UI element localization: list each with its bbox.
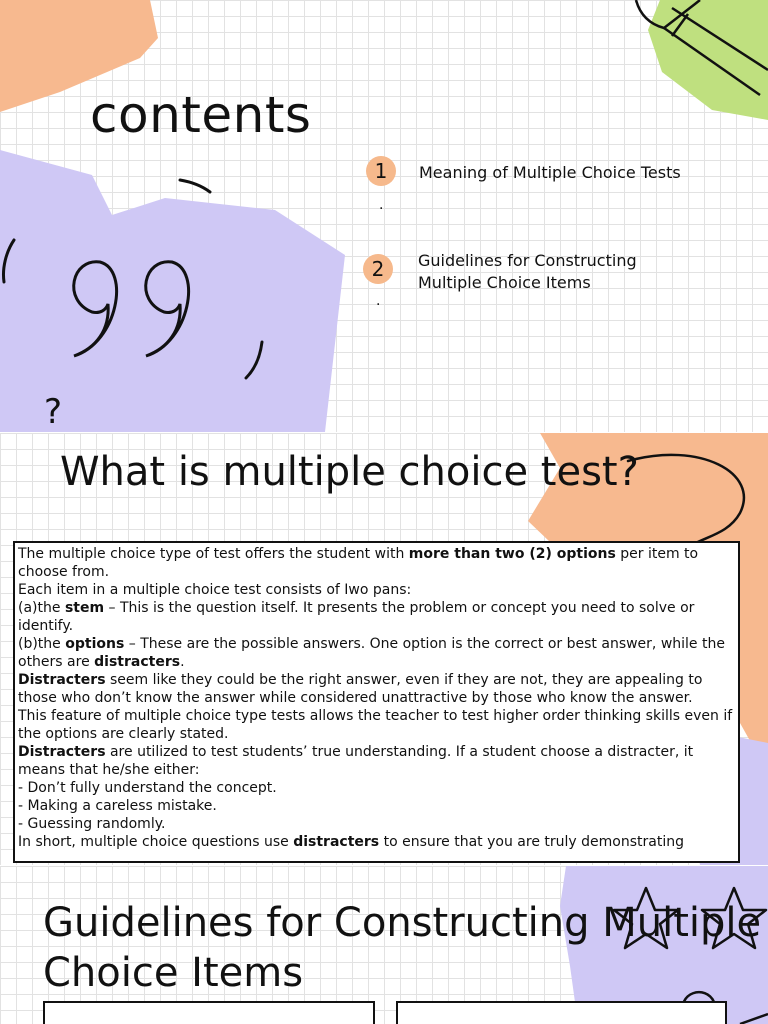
guidelines-title: Guidelines for Constructing Multiple Choice Items: [43, 900, 762, 996]
toc-item-2-text: Guidelines for Constructing Multiple Choice Items: [418, 251, 637, 292]
para-7: Distracters are utilized to test students’ true understanding. If a student choose a distracter, it means that he/she either:: [18, 744, 694, 778]
guideline-box-right: [396, 1001, 727, 1024]
toc-number-2-badge: 2: [363, 254, 393, 284]
bullet-item: - Don’t fully understand the concept.: [18, 780, 277, 796]
guideline-box-left: [43, 1001, 375, 1024]
slide1-decorations: [0, 0, 768, 432]
toc-number-1-badge: 1: [366, 156, 396, 186]
para-4: (b)the options – These are the possible answers. One option is the correct or best answer, while the others are distracters.: [18, 636, 725, 670]
slide-what-is-mct: [0, 433, 768, 865]
contents-title: contents: [90, 86, 312, 144]
para-2: Each item in a multiple choice test consists of Iwo pans:: [18, 582, 412, 598]
what-is-mct-title: What is multiple choice test?: [60, 449, 639, 495]
para-6: This feature of multiple choice type tests allows the teacher to test higher order thinking skills even if the options are clearly stated.: [18, 708, 733, 742]
mct-explanation-box: [13, 541, 740, 863]
bullet-item: - Making a careless mistake.: [18, 798, 217, 814]
toc-dot-2: .: [376, 293, 381, 309]
toc-item-1-text: Meaning of Multiple Choice Tests: [419, 163, 681, 182]
slide-guidelines: [0, 866, 768, 1024]
slide-contents: [0, 0, 768, 432]
question-mark-glyph: ?: [44, 392, 63, 432]
toc-dot-1: .: [379, 197, 384, 213]
lavender-blob-shape: [0, 150, 345, 432]
para-8: In short, multiple choice questions use distracters to ensure that you are truly demonstrating: [18, 834, 684, 850]
bullet-item: - Guessing randomly.: [18, 816, 166, 832]
para-1: The multiple choice type of test offers the student with more than two (2) options per item to choose from.: [18, 546, 699, 580]
para-3: (a)the stem – This is the question itself. It presents the problem or concept you need to solve or identify.: [18, 600, 695, 634]
para-5: Distracters seem like they could be the right answer, even if they are not, they are appealing to those who don’t know the answer while considered unattractive by those who know the answer.: [18, 672, 703, 706]
